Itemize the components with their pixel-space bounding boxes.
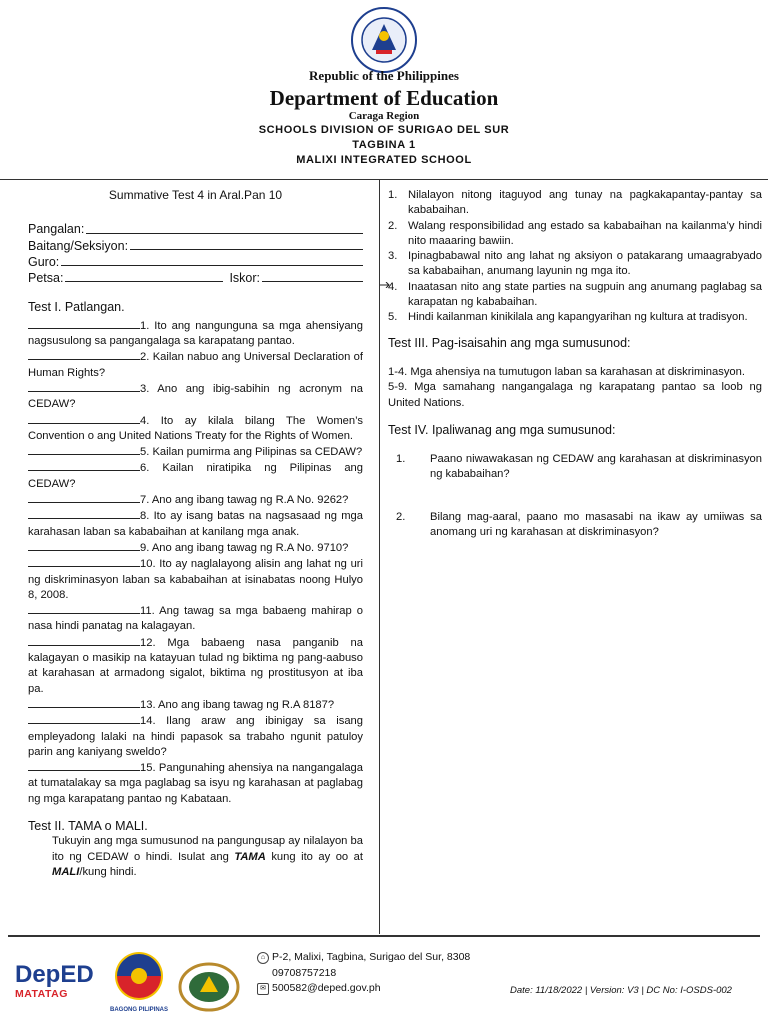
- test1-item: [28, 460, 363, 492]
- test1-item: [28, 444, 363, 460]
- phone-text: 09708757218: [272, 966, 337, 979]
- tama-word: TAMA: [234, 850, 266, 863]
- answer-blank[interactable]: [28, 540, 140, 551]
- answer-blank[interactable]: [28, 556, 140, 567]
- bagong-pilipinas-label: BAGONG PILIPINAS: [109, 1007, 168, 1013]
- test2-instructions: Tukuyin ang mga sumusunod na pangungusap ay nilalayon ba ito ng CEDAW o hindi. Isulat ang TAMA kung ito ay oo at MALI/kung hindi.: [52, 835, 363, 878]
- test2-heading: Test II. TAMA o MALI.: [28, 818, 148, 833]
- deped-seal-logo: [350, 6, 418, 74]
- question-text: 4. Ito ay kilala bilang The Women’s Convention o ang United Nations Treaty for the Rights of Women.: [28, 414, 363, 442]
- item-number: 2.: [388, 219, 398, 232]
- question-text: 6. Kailan niratipika ng Pilipinas ang CEDAW?: [28, 462, 363, 490]
- deped-matatag-logo: [15, 950, 94, 1000]
- answer-blank[interactable]: [28, 381, 140, 392]
- answer-blank[interactable]: [28, 508, 140, 519]
- test4-list: [388, 452, 762, 540]
- answer-blank[interactable]: [28, 603, 140, 614]
- deped-wordmark: DepED: [15, 961, 94, 988]
- item-number: 2.: [396, 510, 406, 523]
- test2-item: [388, 249, 762, 280]
- address-text: P-2, Malixi, Tagbina, Surigao del Sur, 8308: [272, 951, 471, 963]
- item-number: 4.: [388, 280, 398, 293]
- grade-field[interactable]: [28, 238, 363, 254]
- question-text: 3. Ano ang ibig-sabihin ng acronym na CEDAW?: [28, 382, 363, 411]
- footer-divider: [8, 935, 760, 937]
- answer-blank[interactable]: [28, 492, 140, 503]
- test2-item: [388, 280, 762, 311]
- answer-blank[interactable]: [28, 413, 140, 424]
- district-label: TAGBINA 1: [352, 139, 416, 151]
- grade-label: Baitang/Seksiyon:: [28, 238, 129, 253]
- question-text: 13. Ano ang ibang tawag ng R.A 8187?: [140, 698, 335, 711]
- answer-blank[interactable]: [28, 460, 140, 471]
- answer-blank[interactable]: [28, 635, 140, 646]
- bagong-pilipinas-logo: [104, 950, 174, 1013]
- location-icon: ⌂: [257, 952, 269, 964]
- school-seal-logo: [178, 962, 240, 1012]
- test1-item: [28, 697, 363, 713]
- email-row: [257, 981, 470, 997]
- date-label: Petsa:: [28, 271, 64, 286]
- item-text: Paano niwawakasan ng CEDAW ang karahasan at diskriminasyon ng kababaihan?: [430, 453, 762, 481]
- region-label: Caraga Region: [348, 110, 420, 122]
- test3-item: 5-9. Mga samahang nangangalaga ng karapatang pantao sa loob ng United Nations.: [388, 381, 762, 409]
- question-text: 14. Ilang araw ang ibinigay sa isang empleyadong lalaki na hindi papasok sa trabaho ngunit patuloy parin ang kaniyang sweldo?: [28, 715, 363, 758]
- test3-heading: Test III. Pag-isaisahin ang mga sumusunod:: [388, 335, 631, 350]
- test1-item: [28, 508, 363, 540]
- column-divider: [379, 179, 380, 934]
- test1-item: [28, 635, 363, 697]
- department-title: Department of Education: [269, 86, 499, 110]
- division-label: SCHOOLS DIVISION OF SURIGAO DEL SUR: [258, 124, 510, 136]
- test1-list: [28, 318, 363, 807]
- teacher-field[interactable]: [28, 254, 363, 270]
- item-text: Nilalayon nitong itaguyod ang tunay na pagkakapantay-pantay sa kababaihan.: [408, 189, 762, 217]
- question-text: 11. Ang tawag sa mga babaeng mahirap o nasa hindi panatag na kalagayan.: [28, 605, 363, 633]
- teacher-line[interactable]: [61, 254, 363, 266]
- test4-heading: Test IV. Ipaliwanag ang mga sumusunod:: [388, 422, 616, 437]
- instr-part-c: kung hindi.: [82, 865, 137, 878]
- name-field[interactable]: [28, 221, 363, 237]
- answer-blank[interactable]: [28, 349, 140, 360]
- mali-word: MALI: [52, 865, 80, 878]
- footer-contact: [257, 950, 470, 997]
- test2-item: [388, 219, 762, 250]
- test1-item: [28, 349, 363, 381]
- test1-item: [28, 760, 363, 807]
- answer-blank[interactable]: [28, 713, 140, 724]
- arrow-mark: [380, 282, 390, 288]
- test-title: Summative Test 4 in Aral.Pan 10: [108, 188, 283, 202]
- test1-item: [28, 318, 363, 350]
- grade-line[interactable]: [130, 238, 363, 250]
- instr-part-b: kung ito ay oo at: [271, 850, 363, 863]
- item-text: Ipinagbabawal nito ang lahat ng aksiyon o patakarang umaagrabyado sa kababaihan, anumang layunin ng mga ito.: [408, 250, 762, 278]
- test1-heading: Test I. Patlangan.: [28, 300, 125, 315]
- item-number: 1.: [388, 189, 398, 201]
- bagong-pilipinas-emblem: [113, 950, 165, 1002]
- test1-item: [28, 556, 363, 603]
- email-icon: ✉: [257, 983, 269, 995]
- test1-item: [28, 713, 363, 760]
- answer-blank[interactable]: [28, 760, 140, 771]
- item-text: Hindi kailanman kinikilala ang kapangyarihan ng kultura at tradisyon.: [408, 311, 748, 324]
- score-label: Iskor:: [229, 271, 260, 286]
- name-label: Pangalan:: [28, 222, 85, 237]
- item-number: 3.: [388, 250, 398, 263]
- answer-blank[interactable]: [28, 318, 140, 329]
- test4-item: [388, 452, 762, 483]
- school-label: MALIXI INTEGRATED SCHOOL: [296, 154, 472, 166]
- test1-item: [28, 492, 363, 508]
- test1-item: [28, 540, 363, 556]
- question-text: 1. Ito ang nangunguna sa mga ahensiyang nagsusulong sa pangangalaga sa karapatang pantao.: [28, 319, 363, 348]
- test1-item: [28, 381, 363, 413]
- phone-row: [257, 966, 470, 982]
- date-score-field[interactable]: [28, 270, 363, 286]
- test2-item: [388, 188, 762, 219]
- teacher-label: Guro:: [28, 254, 60, 269]
- test3-item: 1-4. Mga ahensiya na tumutugon laban sa karahasan at diskriminasyon.: [388, 365, 745, 378]
- question-text: 9. Ano ang ibang tawag ng R.A No. 9710?: [140, 541, 349, 554]
- test3-list: [388, 365, 762, 411]
- right-column: [388, 188, 762, 567]
- question-text: 15. Pangunahing ahensiya na nangangalaga at tumatalakay sa mga paglabag sa isyu ng karahasan at paglabag ng mga karapatang pantao ng Kabataan.: [28, 762, 363, 805]
- instr-part-a: Tukuyin ang mga sumusunod na pangungusap ay nilalayon ba ito ng CEDAW o hindi. Isulat ang: [52, 835, 363, 863]
- question-text: 7. Ano ang ibang tawag ng R.A No. 9262?: [140, 494, 349, 507]
- question-text: 8. Ito ay isang batas na nagsasaad ng mga karahasan laban sa kababaihan at kanilang mga anak.: [28, 510, 363, 538]
- test2-item: [388, 310, 762, 325]
- answer-blank[interactable]: [28, 444, 140, 455]
- item-text: Walang responsibilidad ang estado sa kababaihan na kailanma’y hindi nito maaaring bawiin.: [408, 219, 762, 247]
- item-number: 1.: [396, 453, 406, 466]
- document-info: Date: 11/18/2022 | Version: V3 | DC No: I-OSDS-002: [510, 985, 732, 996]
- item-text: Inaatasan nito ang state parties na sugpuin ang anumang paglabag sa karapatan ng kababaihan.: [408, 280, 762, 309]
- question-text: 2. Kailan nabuo ang Universal Declaration of Human Rights?: [28, 351, 363, 379]
- question-text: 12. Mga babaeng nasa panganib na kalagayan o masikip na katayuan tulad ng biktima ng pang-aabuso at karahasan at armadong sigalot, biktima ng prostitusyon at iba pa.: [28, 636, 363, 695]
- left-column: [28, 188, 363, 880]
- question-text: 5. Kailan pumirma ang Pilipinas sa CEDAW?: [140, 446, 363, 459]
- item-text: Bilang mag-aaral, paano mo masasabi na ikaw ay umiiwas sa anomang uri ng karahasan at diskriminasyon?: [430, 510, 762, 539]
- matatag-label: MATATAG: [15, 988, 68, 1000]
- date-line[interactable]: [65, 270, 223, 282]
- test4-item: [388, 510, 762, 541]
- address-row: [257, 950, 470, 966]
- score-line[interactable]: [262, 270, 363, 282]
- test1-item: [28, 603, 363, 635]
- item-number: 5.: [388, 311, 398, 324]
- answer-blank[interactable]: [28, 697, 140, 708]
- header-divider: [0, 179, 768, 180]
- test1-item: [28, 413, 363, 445]
- test2-list: [388, 188, 762, 326]
- name-line[interactable]: [86, 221, 363, 233]
- question-text: 10. Ito ay naglalayong alisin ang lahat ng uri ng diskriminasyon laban sa kababaihan at isinabatas noong Hulyo 8, 2008.: [28, 558, 363, 601]
- email-text[interactable]: 500582@deped.gov.ph: [272, 982, 381, 994]
- republic-label: Republic of the Philippines: [309, 68, 459, 83]
